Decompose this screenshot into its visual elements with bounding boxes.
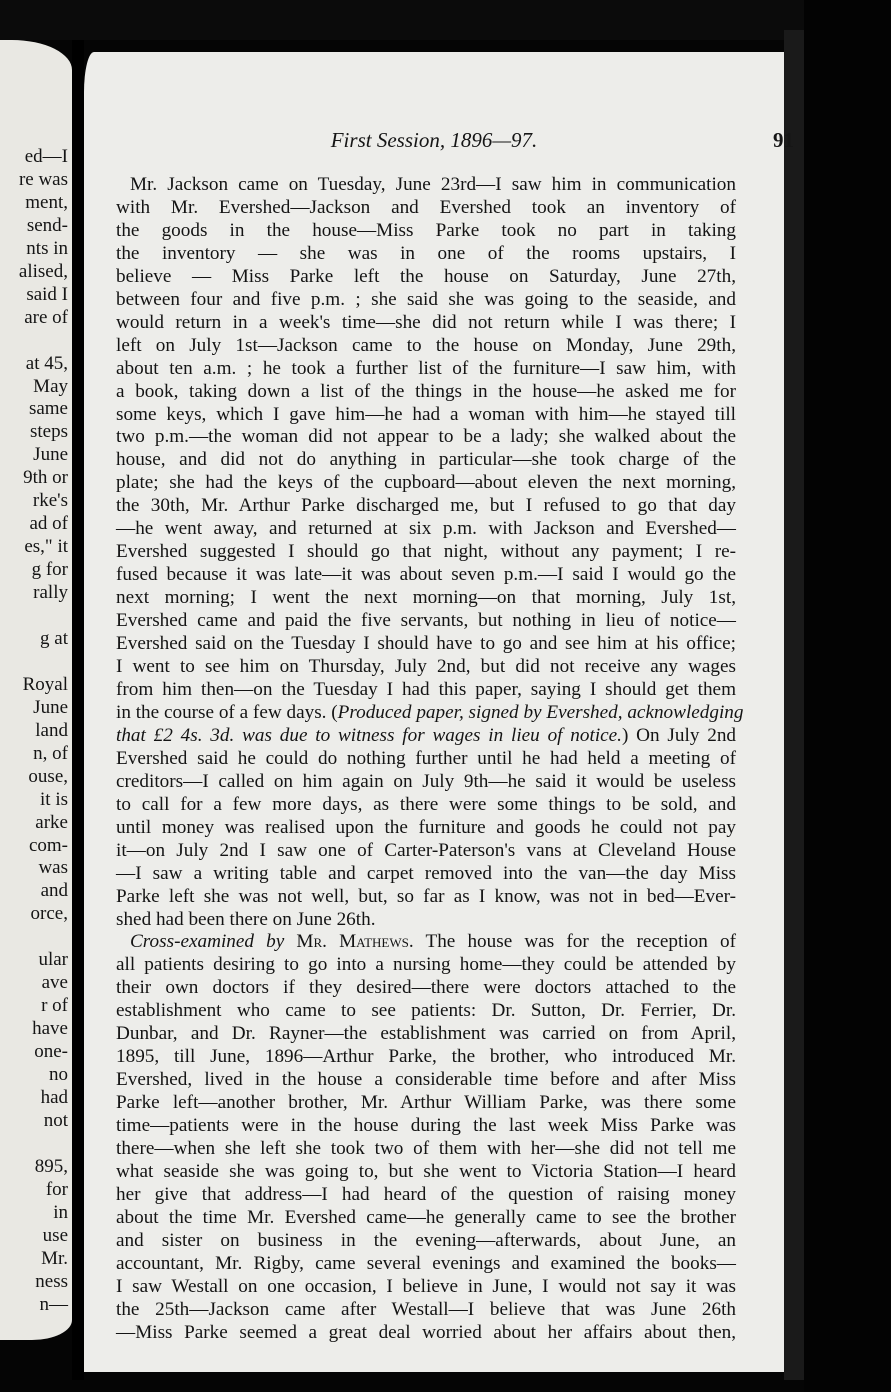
facing-page-fragment: it is [40,788,68,810]
text-line: Evershed came and paid the five servants, but nothing in lieu of notice— [116,610,736,632]
text-line: accountant, Mr. Rigby, came several evenings and examined the books— [116,1252,736,1274]
facing-page-fragment: es," it [24,536,68,558]
facing-page-fragment: rke's [32,490,68,512]
text-line: creditors—I called on him again on July 9th—he said it would be useless [116,770,736,792]
text-line: between four and five p.m. ; she said she was going to the seaside, and [116,288,736,310]
page-number: 91 [773,128,794,152]
testimony-text [116,174,744,1345]
text-line: from him then—on the Tuesday I had this paper, saying I should get them [116,678,736,700]
text-line: shed had been there on June 26th. [116,908,376,930]
facing-page-fragment: was [38,857,68,879]
text-line: I went to see him on Thursday, July 2nd, but did not receive any wages [116,656,736,678]
text-line: —Miss Parke seemed a great deal worried about her affairs about then, [116,1321,736,1343]
examiner-name: Mr. Mathews. [296,931,414,953]
facing-page-fragment: and [40,880,68,902]
text-line [116,701,744,725]
facing-page-fragment: June [33,444,68,466]
text-segment: ) On July 2nd [621,724,737,746]
text-line: establishment who came to see patients: Dr. Sutton, Dr. Ferrier, Dr. [116,1000,736,1022]
text-line: about ten a.m. ; he took a further list of the furniture—I saw him, with [116,357,736,379]
facing-page-fragment: ment, [25,191,68,213]
text-line: the goods in the house—Miss Parke took no part in taking [116,219,736,241]
facing-page-fragment: same [28,398,68,420]
facing-page-fragment: in [53,1201,68,1223]
facing-page-edge [0,40,72,1340]
facing-page-fragment: 9th or [23,467,68,489]
text-line: their own doctors if they desired—there were doctors attached to the [116,977,736,999]
facing-page-fragment: ness [35,1270,68,1292]
paragraph-cross-examination [116,931,736,1344]
facing-page-fragment: ular [38,949,68,971]
facing-page-fragment: land [35,719,68,741]
text-line: Evershed said he could do nothing further until he had held a meeting of [116,747,736,769]
text-line: it—on July 2nd I saw one of Carter-Paterson's vans at Cleveland House [116,839,736,861]
facing-page-fragment: for [45,1178,68,1200]
text-line: 1895, till June, 1896—Arthur Parke, the brother, who introduced Mr. [116,1046,736,1068]
facing-page-fragment: re was [18,168,68,190]
facing-page-fragment: May [33,375,68,397]
text-line: what seaside she was going to, but she went to Victoria Station—I heard [116,1160,736,1182]
page-edge-shadow [784,30,804,1380]
facing-page-fragment: send- [26,214,68,236]
facing-page-fragment: steps [30,421,68,443]
text-line: I saw Westall on one occasion, I believe in June, I would not say it was [116,1275,736,1297]
facing-page-fragment: have [32,1018,68,1040]
facing-page-fragment: n, of [33,742,68,764]
facing-page-fragment: g at [40,627,68,649]
text-line: some keys, which I gave him—he had a woman with him—he stayed till [116,403,736,425]
facing-page-fragment: June [33,696,68,718]
text-line: Parke left—another brother, Mr. Arthur William Parke, was there some [116,1092,736,1114]
facing-page-fragment: no [49,1064,68,1085]
text-line: all patients desiring to go into a nursing home—they could be attended by [116,954,736,976]
text-line: the inventory — she was in one of the rooms upstairs, I [116,242,736,264]
text-line: Evershed said on the Tuesday I should have to go and see him at his office; [116,633,736,655]
text-line: believe — Miss Parke left the house on Saturday, June 27th, [116,265,736,287]
text-line: the 25th—Jackson came after Westall—I believe that was June 26th [116,1298,736,1320]
facing-page-fragment: r of [41,995,68,1017]
facing-page-fragment: orce, [30,903,68,925]
text-line: Parke left she was not well, but, so far as I know, was not in bed—Ever- [116,885,736,907]
facing-page-fragment: are of [24,306,68,328]
facing-page-fragment: one- [34,1041,68,1063]
text-line: —I saw a writing table and carpet removed into the van—the day Miss [116,862,736,884]
text-line: to call for a few more days, as there were some things to be sold, and [116,793,736,815]
text-line: next morning; I went the next morning—on that morning, July 1st, [116,587,736,609]
exhibit-note: Produced paper, signed by Evershed, acknowledging [337,701,744,723]
text-line: with Mr. Evershed—Jackson and Evershed took an inventory of [116,196,736,218]
text-line: —he went away, and returned at six p.m. with Jackson and Evershed— [116,518,736,540]
exhibit-note: that £2 4s. 3d. was due to witness for wages in lieu of notice. [116,724,622,746]
text-line: the 30th, Mr. Arthur Parke discharged me, but I refused to go that day [116,495,736,517]
text-line: Evershed suggested I should go that night, without any payment; I re- [116,541,736,563]
text-line: left on July 1st—Jackson came to the house on Monday, June 29th, [116,334,736,356]
running-title: First Session, 1896—97. [330,128,538,152]
text-line: her give that address—I had heard of the question of raising money [116,1183,736,1205]
scan-background [804,0,891,1392]
cross-examined-label: Cross-examined by [130,931,285,953]
text-line: Evershed, lived in the house a considerable time before and after Miss [116,1069,736,1091]
facing-page-fragment: rally [33,582,68,604]
text-line: time—patients were in the house during the last week Miss Parke was [116,1115,736,1137]
text-line [116,931,736,954]
facing-page-fragment: ouse, [28,765,68,787]
text-line: Mr. Jackson came on Tuesday, June 23rd—I saw him in communication [130,174,736,195]
facing-page-fragment: use [42,1224,68,1246]
facing-page-fragment: 895, [34,1155,68,1177]
text-segment: in the course of a few days. ( [116,701,338,723]
text-line: a book, taking down a list of the things in the house—he asked me for [116,380,736,402]
text-line: two p.m.—the woman did not appear to be a lady; she walked about the [116,426,736,448]
facing-page-fragment: ave [41,972,68,994]
facing-page-fragment: not [43,1109,68,1131]
text-segment: The house was for the reception of [425,931,736,953]
facing-page-fragment: had [40,1086,68,1108]
facing-page-fragment: alised, [18,260,68,282]
facing-page-fragment: ed—I [24,146,68,167]
facing-page-fragment: said I [26,283,68,305]
text-line: house, and did not do anything in particular—she took charge of the [116,449,736,471]
text-line: and sister on business in the evening—afterwards, about June, an [116,1229,736,1251]
facing-page-fragment: Mr. [41,1247,68,1269]
text-line [116,725,736,748]
facing-page-fragment: n— [39,1293,68,1315]
text-line: fused because it was late—it was about seven p.m.—I said I would go the [116,564,736,586]
text-line: Dunbar, and Dr. Rayner—the establishment was carried on from April, [116,1023,736,1045]
facing-page-fragment: nts in [26,237,68,259]
text-line: there—when she left she took two of them with her—she did not tell me [116,1138,736,1160]
book-gutter [72,40,84,1380]
text-line: until money was realised upon the furniture and goods he could not pay [116,816,736,838]
text-line: about the time Mr. Evershed came—he generally came to see the brother [116,1206,736,1228]
facing-page-fragment: Royal [22,673,68,695]
facing-page-fragment: at 45, [25,352,68,374]
facing-page-fragment: g for [31,559,68,581]
page-header [84,128,794,158]
scan-top-edge [0,0,891,40]
text-line: plate; she had the keys of the cupboard—about eleven the next morning, [116,472,736,494]
facing-page-fragment: com- [28,834,68,856]
paragraph-direct-testimony [116,174,744,931]
text-line: would return in a week's time—she did not return while I was there; I [116,311,736,333]
facing-page-fragment: arke [35,811,68,833]
facing-page-fragment: ad of [29,513,68,535]
